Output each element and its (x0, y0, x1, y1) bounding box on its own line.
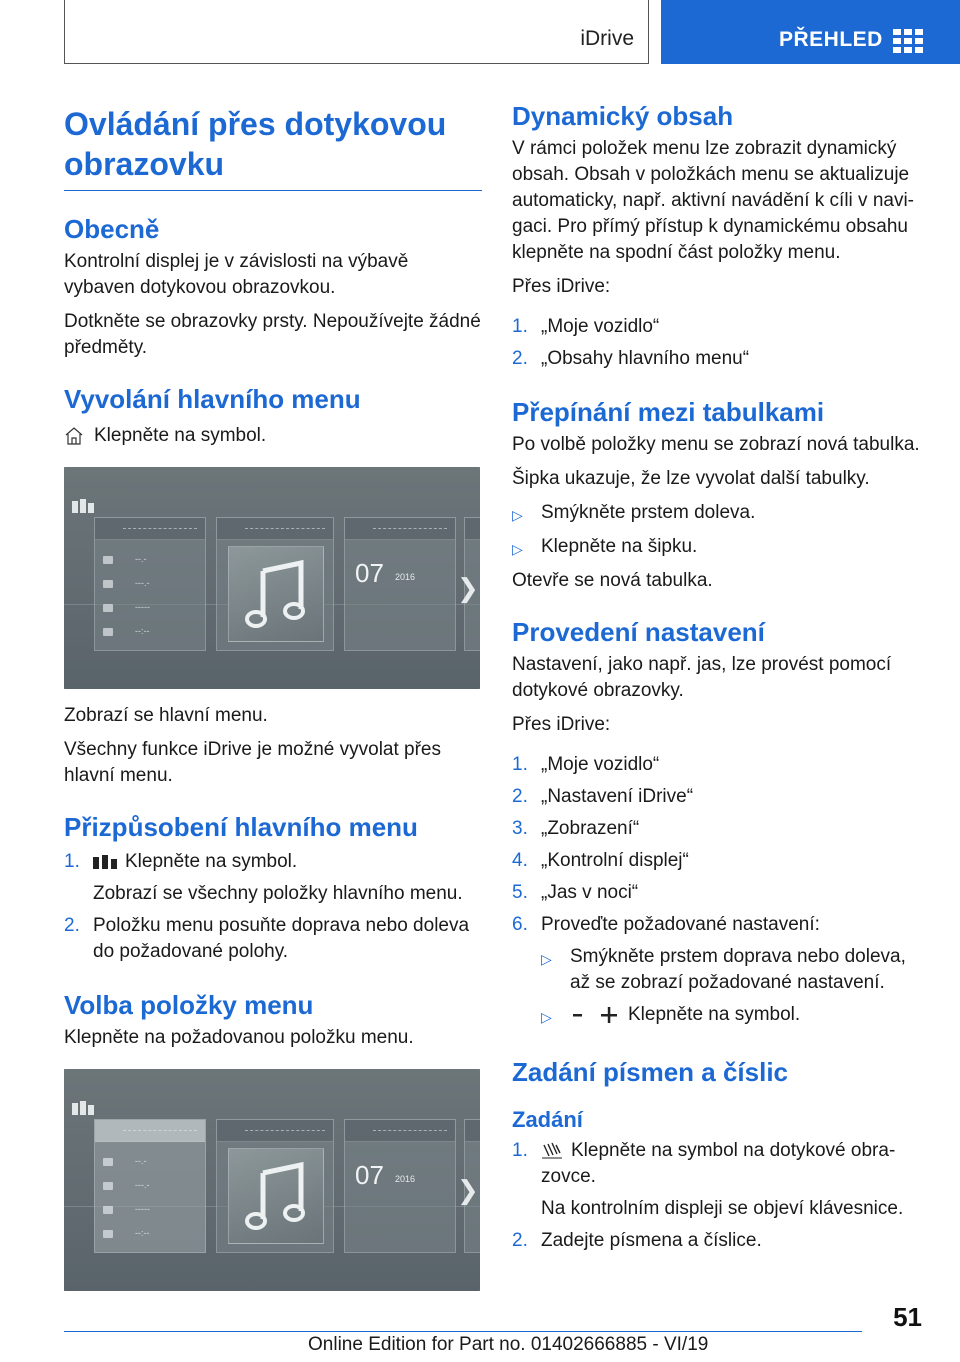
header-section-label: iDrive (580, 27, 634, 50)
heading-call-menu: Vyvolání hlavního menu (64, 384, 361, 414)
list-item: 1. „Moje vozidlo“ (512, 316, 660, 337)
next-table-arrow[interactable]: ❯ (457, 573, 479, 603)
dynamic-text-2: Přes iDrive: (512, 276, 611, 297)
switch-text-1: Po volbě položky menu se zobrazí nová tabulka. (512, 434, 920, 455)
list-item: 1. Klepněte na symbol na dotykové obrazovce. Na kontrolním displeji se objeví klávesnice. (512, 1140, 904, 1219)
footer-divider (64, 1331, 862, 1332)
menu-dock-icon (72, 499, 94, 515)
menu-dock-icon (72, 1101, 94, 1117)
tile-media[interactable] (216, 1119, 334, 1253)
page-title: Ovládání přes dotykovou obrazovku (64, 104, 482, 191)
list-item: 1. „Moje vozidlo“ (512, 754, 660, 775)
call-menu-instruction (64, 423, 482, 449)
dynamic-text-1: V rámci položek menu lze zobrazit dynamický obsah. Obsah v položkách menu se aktualizuje automaticky, např. aktivní navádění k cíli v navigaci. Pro přímý přístup k dynamickému obsahu klepněte na spodní část položky menu. (512, 138, 914, 263)
list-item: 1. Klepněte na symbol. Zobrazí se všechny položky hlavního menu. (64, 851, 463, 904)
list-item: 4. „Kontrolní displej“ (512, 850, 689, 871)
list-item: ▷ Klepněte na symbol. (541, 1004, 801, 1025)
heading-entry: Zadání písmen a číslic (512, 1057, 788, 1087)
list-item: 3. „Zobrazení“ (512, 818, 640, 839)
heading-customize: Přizpůsobení hlavního menu (64, 812, 418, 842)
list-item: ▷ Smýkněte prstem doprava nebo doleva, až se zobrazí požadované nastavení. (541, 946, 906, 993)
header-chapter-tab[interactable] (661, 0, 960, 64)
header-section-box (64, 0, 649, 64)
list-item: 2. „Nastavení iDrive“ (512, 786, 694, 807)
settings-text-2: Přes iDrive: (512, 714, 611, 735)
footer-edition: Online Edition for Part no. 01402666885 - VI/19 (308, 1334, 709, 1355)
switch-text-2: Šipka ukazuje, že lze vyvolat další tabulky. (512, 468, 870, 489)
header-chapter-label: PŘEHLED (779, 28, 883, 51)
list-item: 5. „Jas v noci“ (512, 882, 639, 903)
switch-bullets (512, 500, 922, 562)
subheading-entry: Zadání (512, 1107, 583, 1132)
heading-settings: Provedení nastavení (512, 617, 765, 647)
general-text-1: Kontrolní displej je v závislosti na výbavě vybaven dotykovou obrazovkou. (64, 251, 409, 298)
switch-text-3: Otevře se nová tabulka. (512, 570, 713, 591)
home-icon (64, 426, 84, 446)
settings-sub-bullets (541, 944, 922, 1030)
list-item: 2. Zadejte písmena a číslice. (512, 1230, 762, 1251)
select-text: Klepněte na požadovanou položku menu. (64, 1027, 414, 1048)
settings-steps (512, 752, 922, 1036)
list-item: 2. „Obsahy hlavního menu“ (512, 348, 750, 369)
tile-communication[interactable]: 07 2016 (344, 1119, 456, 1253)
tile-vehicle: --.- ---.- ----- --:-- (94, 517, 206, 651)
call-menu-text-2: Všechny funkce iDrive je možné vyvolat přes hlavní menu. (64, 739, 441, 786)
minus-plus-icon (570, 1006, 620, 1024)
page-number: 51 (893, 1302, 922, 1332)
music-note-icon (229, 547, 325, 643)
right-column (512, 100, 922, 1260)
handwriting-icon (541, 1142, 563, 1160)
main-menu-screenshot (64, 467, 480, 689)
menu-item-screenshot (64, 1069, 480, 1291)
music-note-icon (229, 1149, 325, 1245)
entry-steps (512, 1138, 922, 1254)
tile-communication: 07 2016 (344, 517, 456, 651)
settings-text-1: Nastavení, jako např. jas, lze provést pomocí dotykové obrazovky. (512, 654, 892, 701)
left-column (64, 100, 482, 1291)
list-item: 2. Položku menu posuňte doprava nebo doleva do požadované polohy. (64, 915, 470, 962)
list-item: ▷ Smýkněte prstem doleva. (512, 502, 756, 523)
tile-media (216, 517, 334, 651)
heading-dynamic: Dynamický obsah (512, 101, 734, 131)
heading-general: Obecně (64, 214, 160, 244)
tile-vehicle-selected[interactable]: --.- ---.- ----- --:-- (94, 1119, 206, 1253)
list-item: 6. Proveďte požadované nastavení: ▷ Smýkněte prstem doprava nebo doleva, až se zobrazí požadované nastavení. ▷ Klepněte na symbol. (512, 912, 922, 1036)
call-menu-instruction-text: Klepněte na symbol. (94, 425, 267, 446)
list-item: ▷ Klepněte na šipku. (512, 536, 698, 557)
heading-select: Volba položky menu (64, 990, 314, 1020)
customize-menu-icon (93, 855, 117, 869)
next-table-arrow[interactable]: ❯ (457, 1175, 479, 1205)
dynamic-steps (512, 314, 922, 372)
grid-icon (893, 29, 923, 53)
customize-steps (64, 849, 482, 965)
heading-switch: Přepínání mezi tabulkami (512, 397, 825, 427)
general-text-2: Dotkněte se obrazovky prsty. Nepoužívejte žádné předměty. (64, 311, 481, 358)
call-menu-text-1: Zobrazí se hlavní menu. (64, 705, 268, 726)
